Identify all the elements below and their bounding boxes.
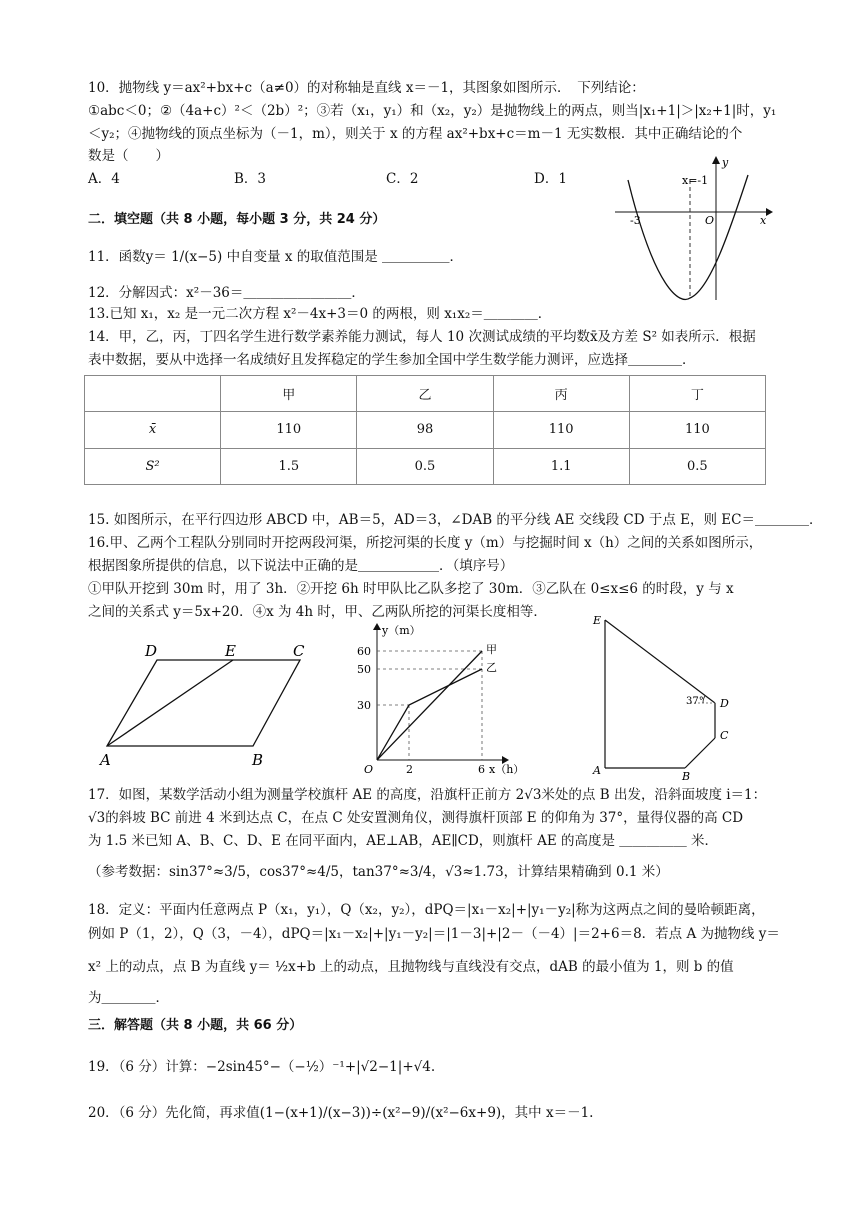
series-jia-line	[377, 651, 482, 760]
flagpole-figure	[590, 608, 740, 783]
q15: 15. 如图所示，在平行四边形 ABCD 中，AB＝5，AD＝3，∠DAB 的平分线 AE 交线段 CD 于点 E，则 EC＝＿＿＿＿．	[88, 512, 823, 528]
q16-line1: 16.甲、乙两个工程队分别同时开挖两段河渠，所挖河渠的长度 y（m）与挖掘时间 x（h）之间的关系如图所示，	[88, 535, 763, 551]
table-row	[85, 448, 766, 484]
series-yi-line	[377, 669, 482, 760]
symmetry-label: x=-1	[682, 174, 709, 187]
series-jia-label: 甲	[486, 643, 497, 656]
q14-line1: 14．甲，乙，丙，丁四名学生进行数学素养能力测试，每人 10 次测试成绩的平均数x̄及方差 S² 如表所示．根据	[88, 329, 756, 345]
q17-line1: 17．如图，某数学活动小组为测量学校旗杆 AE 的高度，沿旗杆正前方 2√3米处的点 B 出发，沿斜面坡度 i＝1：	[88, 787, 767, 803]
x-axis-label: x	[760, 214, 767, 227]
q19: 19．（6 分）计算：−2sin45°−（−½）⁻¹+|√2−1|+√4.	[88, 1059, 436, 1075]
q10-option-b: B．3	[234, 171, 267, 187]
y-tick-50: 50	[357, 663, 371, 676]
table-cell: 110	[493, 412, 629, 448]
table-cell: S²	[85, 448, 221, 484]
table-header-cell: 甲	[221, 376, 357, 412]
point-b-label: B	[252, 751, 264, 769]
y-tick-60: 60	[357, 645, 371, 658]
sightline-de	[605, 620, 715, 703]
table-cell: 0.5	[629, 448, 765, 484]
q10-line4: 数是（ ）	[88, 148, 169, 164]
table-header-cell	[85, 376, 221, 412]
score-table	[84, 375, 766, 485]
excavation-chart	[352, 620, 525, 780]
table-header-cell: 丁	[629, 376, 765, 412]
table-row	[85, 412, 766, 448]
point-c-label: C	[293, 642, 305, 660]
table-cell: 1.1	[493, 448, 629, 484]
point-c-label: C	[720, 729, 729, 742]
q18-line2: 例如 P（1，2），Q（3，－4），dPQ＝|x₁－x₂|+|y₁－y₂|＝|1－3|+|2－（－4）|＝2+6＝8．若点 A 为抛物线 y＝	[88, 926, 780, 942]
tick-neg3: -3	[630, 214, 641, 227]
q10-line2: ①abc＜0；②（4a+c）²＜（2b）²；③若（x₁，y₁）和（x₂，y₂）是抛物线上的两点，则当|x₁+1|＞|x₂+1|时，y₁	[88, 103, 777, 119]
point-e-label: E	[225, 642, 236, 660]
chart-y-arrow-icon	[373, 623, 381, 630]
point-e-label: E	[593, 614, 602, 627]
q18-line4: 为＿＿＿＿．	[88, 990, 169, 1006]
table-header-cell: 丙	[493, 376, 629, 412]
q10-option-d: D．1	[534, 171, 567, 187]
q17-reference: （参考数据：sin37°≈3/5，cos37°≈4/5，tan37°≈3/4，√3≈1.73，计算结果精确到 0.1 米）	[88, 864, 669, 880]
section3-heading: 三．解答题（共 8 小题，共 66 分）	[88, 1018, 303, 1033]
parallelogram-shape	[107, 660, 300, 746]
point-a-label: A	[100, 751, 111, 769]
slope-bc	[685, 738, 715, 768]
q18-line3: x² 上的动点，点 B 为直线 y＝ ½x+b 上的动点，且抛物线与直线没有交点，dAB 的最小值为 1，则 b 的值	[88, 959, 734, 975]
angle-label: 37°	[686, 696, 704, 707]
y-tick-30: 30	[357, 699, 371, 712]
q17-line2: √3的斜坡 BC 前进 4 米到达点 C，在点 C 处安置测角仪，测得旗杆顶部 E 的仰角为 37°，量得仪器的高 CD	[88, 810, 744, 826]
table-cell: 110	[221, 412, 357, 448]
table-cell: 110	[629, 412, 765, 448]
x-arrow-icon	[766, 208, 773, 216]
q18-line1: 18．定义：平面内任意两点 P（x₁，y₁），Q（x₂，y₂），dPQ＝|x₁－x₂|+|y₁－y₂|称为这两点之间的曼哈顿距离，	[88, 902, 765, 918]
q16-line2: 根据图象所提供的信息，以下说法中正确的是＿＿＿＿＿＿．（填序号）	[88, 558, 514, 574]
point-a-label: A	[593, 764, 601, 777]
q10-option-a: A．4	[88, 171, 120, 187]
parabola-curve	[628, 175, 748, 299]
point-b-label: B	[682, 770, 691, 783]
q14-line2: 表中数据，要从中选择一名成绩好且发挥稳定的学生参加全国中学生数学能力测评，应选择＿＿＿＿．	[88, 352, 696, 368]
x-tick-6: 6	[478, 763, 485, 776]
parabola-figure	[610, 150, 775, 310]
q16-line4: 之间的关系式 y＝5x+20．④x 为 4h 时，甲、乙两队所挖的河渠长度相等．	[88, 604, 547, 620]
section2-heading: 二．填空题（共 8 小题，每小题 3 分，共 24 分）	[88, 212, 386, 227]
table-cell: x̄	[85, 412, 221, 448]
parallelogram-figure	[95, 638, 315, 773]
y-arrow-icon	[712, 156, 720, 164]
q16-line3: ①甲队开挖到 30m 时，用了 3h．②开挖 6h 时甲队比乙队多挖了 30m．③乙队在 0≤x≤6 的时段，y 与 x	[88, 581, 734, 597]
table-cell: 98	[357, 412, 493, 448]
table-cell: 1.5	[221, 448, 357, 484]
origin-label: O	[705, 214, 715, 227]
q10-line1: 10．抛物线 y＝ax²+bx+c（a≠0）的对称轴是直线 x＝－1，其图象如图所示． 下列结论：	[88, 80, 645, 96]
q13: 13.已知 x₁，x₂ 是一元二次方程 x²－4x+3＝0 的两根，则 x₁x₂＝＿＿＿＿．	[88, 306, 552, 322]
y-axis-label: y	[722, 156, 729, 169]
q20: 20．（6 分）先化简，再求值(1−(x+1)/(x−3))÷(x²−9)/(x²−6x+9)，其中 x＝－1.	[88, 1105, 594, 1121]
chart-x-label: x（h）	[489, 763, 525, 776]
table-row	[85, 376, 766, 412]
point-d-label: D	[720, 697, 729, 710]
chart-origin-label: O	[364, 763, 374, 776]
q17-line3: 为 1.5 米已知 A、B、C、D、E 在同平面内，AE⊥AB，AE∥CD，则旗杆 AE 的高度是 ＿＿＿＿＿ 米．	[88, 833, 719, 849]
table-cell: 0.5	[357, 448, 493, 484]
q12: 12．分解因式：x²－36＝＿＿＿＿＿＿＿＿．	[88, 285, 365, 301]
series-yi-label: 乙	[486, 661, 497, 674]
q10-line3: ＜y₂；④抛物线的顶点坐标为（－1，m），则关于 x 的方程 ax²+bx+c＝m－1 无实数根．其中正确结论的个	[88, 126, 743, 142]
bisector-ae	[107, 660, 233, 746]
table-header-cell: 乙	[357, 376, 493, 412]
point-d-label: D	[145, 642, 158, 660]
q10-option-c: C．2	[386, 171, 419, 187]
chart-y-label: y（m）	[382, 624, 421, 637]
x-tick-2: 2	[406, 763, 413, 776]
q11: 11．函数y＝ 1/(x−5) 中自变量 x 的取值范围是 ＿＿＿＿＿．	[88, 249, 464, 265]
